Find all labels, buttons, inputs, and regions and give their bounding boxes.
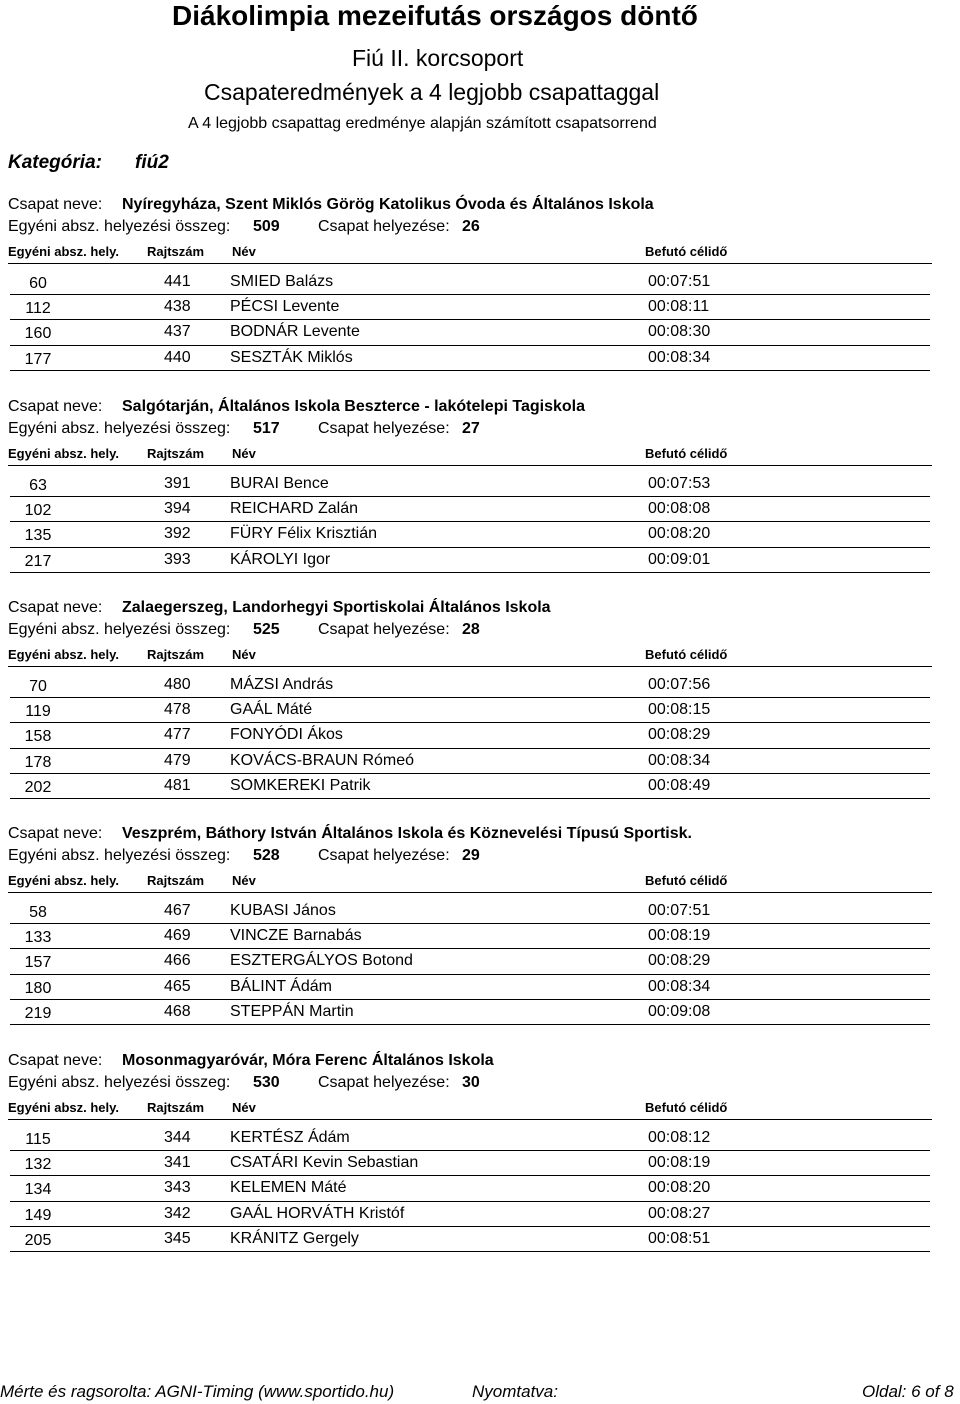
- individual-rank: 133: [24, 929, 52, 947]
- table-row: [10, 774, 930, 799]
- finish-time: 00:09:01: [648, 550, 711, 568]
- team-name: Salgótarján, Általános Iskola Beszterce - lakótelepi Tagiskola: [122, 398, 585, 415]
- finish-time: 00:08:29: [648, 726, 711, 744]
- table-row: [10, 1000, 930, 1025]
- team-name: Zalaegerszeg, Landorhegyi Sportiskolai Általános Iskola: [122, 599, 551, 616]
- header-divider: [8, 465, 932, 466]
- footer-credit: Mérte és ragsorolta: AGNI-Timing (www.sportido.hu): [0, 1382, 395, 1401]
- team-rows: [10, 899, 930, 1025]
- header-divider: [8, 666, 932, 667]
- table-row: [10, 1227, 930, 1252]
- individual-rank: 70: [29, 678, 47, 695]
- team-block: [0, 825, 960, 1035]
- finish-time: 00:07:51: [648, 273, 711, 290]
- finish-time: 00:08:34: [648, 751, 711, 769]
- table-row: [10, 749, 930, 774]
- bib-number: 441: [164, 273, 191, 290]
- col-header-time: Befutó célidő: [645, 647, 728, 662]
- rank-sum-value: 517: [253, 420, 280, 437]
- table-row: [10, 522, 930, 547]
- individual-rank: 157: [24, 954, 52, 972]
- table-row: [10, 295, 930, 320]
- bib-number: 469: [164, 927, 191, 945]
- individual-rank: 219: [24, 1004, 52, 1022]
- category-value: fiú2: [135, 152, 169, 173]
- bib-number: 468: [164, 1002, 191, 1020]
- bib-number: 341: [164, 1154, 191, 1172]
- team-rank-label: Csapat helyezése:: [318, 847, 450, 864]
- bib-number: 481: [164, 776, 191, 794]
- team-name: Veszprém, Báthory István Általános Iskola és Köznevelési Típusú Sportisk.: [122, 825, 692, 842]
- individual-rank: 134: [24, 1181, 52, 1199]
- col-header-rank: Egyéni absz. hely.: [8, 446, 120, 461]
- header-divider: [8, 892, 932, 893]
- age-group-subtitle: Fiú II. korcsoport: [352, 45, 524, 71]
- runner-name: SOMKEREKI Patrik: [230, 776, 371, 794]
- runner-name: GAÁL Máté: [230, 701, 313, 719]
- table-row: [10, 899, 930, 924]
- runner-name: MÁZSI András: [230, 676, 334, 693]
- individual-rank: 158: [24, 728, 52, 746]
- team-name-label: Csapat neve:: [8, 1052, 103, 1069]
- col-header-name: Név: [232, 647, 256, 662]
- team-name-label: Csapat neve:: [8, 196, 103, 213]
- team-name: Nyíregyháza, Szent Miklós Görög Katolikus Óvoda és Általános Iskola: [122, 196, 654, 213]
- runner-name: PÉCSI Levente: [230, 298, 340, 316]
- table-row: [10, 723, 930, 748]
- team-name-label: Csapat neve:: [8, 825, 103, 842]
- col-header-time: Befutó célidő: [645, 873, 728, 888]
- bib-number: 479: [164, 751, 191, 769]
- rank-sum-value: 530: [253, 1074, 280, 1091]
- table-row: [10, 698, 930, 723]
- bib-number: 466: [164, 952, 191, 970]
- col-header-name: Név: [232, 244, 256, 259]
- finish-time: 00:08:27: [648, 1204, 711, 1222]
- finish-time: 00:08:34: [648, 348, 711, 366]
- header-divider: [8, 263, 932, 264]
- runner-name: GAÁL HORVÁTH Kristóf: [230, 1204, 405, 1222]
- finish-time: 00:08:30: [648, 323, 711, 341]
- individual-rank: 177: [24, 350, 52, 368]
- runner-name: BURAI Bence: [230, 475, 329, 492]
- finish-time: 00:08:11: [648, 298, 710, 316]
- bib-number: 343: [164, 1179, 191, 1197]
- footer-page-number: Oldal: 6 of 8: [862, 1382, 954, 1401]
- table-row: [10, 949, 930, 974]
- individual-rank: 58: [29, 904, 47, 921]
- runner-name: KERTÉSZ Ádám: [230, 1129, 350, 1146]
- results-heading: Csapateredmények a 4 legjobb csapattaggal: [204, 79, 660, 105]
- rank-sum-label: Egyéni absz. helyezési összeg:: [8, 847, 231, 864]
- runner-name: VINCZE Barnabás: [230, 927, 362, 945]
- col-header-name: Név: [232, 446, 256, 461]
- bib-number: 478: [164, 701, 191, 719]
- bib-number: 438: [164, 298, 191, 316]
- table-row: [10, 1176, 930, 1201]
- individual-rank: 202: [24, 778, 52, 796]
- bib-number: 342: [164, 1204, 191, 1222]
- bib-number: 477: [164, 726, 191, 744]
- individual-rank: 119: [25, 703, 51, 721]
- individual-rank: 205: [24, 1231, 52, 1249]
- table-row: [10, 472, 930, 497]
- col-header-rank: Egyéni absz. hely.: [8, 873, 120, 888]
- rank-sum-label: Egyéni absz. helyezési összeg:: [8, 218, 231, 235]
- individual-rank: 60: [29, 275, 47, 292]
- bib-number: 392: [164, 525, 191, 543]
- rank-sum-label: Egyéni absz. helyezési összeg:: [8, 621, 231, 638]
- col-header-rank: Egyéni absz. hely.: [8, 647, 120, 662]
- finish-time: 00:08:34: [648, 977, 711, 995]
- finish-time: 00:08:19: [648, 1154, 711, 1172]
- runner-name: BODNÁR Levente: [230, 323, 360, 341]
- team-rank-value: 28: [462, 621, 480, 638]
- finish-time: 00:08:12: [648, 1129, 711, 1146]
- header-divider: [8, 1119, 932, 1120]
- bib-number: 440: [164, 348, 191, 366]
- team-rank-value: 27: [462, 420, 480, 437]
- individual-rank: 135: [24, 527, 52, 545]
- col-header-bib: Rajtszám: [147, 647, 205, 662]
- col-header-bib: Rajtszám: [147, 244, 205, 259]
- team-rows: [10, 472, 930, 573]
- table-row: [10, 548, 930, 573]
- runner-name: KOVÁCS-BRAUN Rómeó: [230, 751, 415, 769]
- individual-rank: 180: [24, 979, 52, 997]
- col-header-name: Név: [232, 1100, 256, 1115]
- bib-number: 345: [164, 1229, 191, 1247]
- col-header-rank: Egyéni absz. hely.: [8, 1100, 120, 1115]
- team-block: [0, 1052, 960, 1262]
- team-rank-value: 26: [462, 218, 480, 235]
- col-header-time: Befutó célidő: [645, 1100, 728, 1115]
- runner-name: SMIED Balázs: [230, 273, 334, 290]
- runner-name: SESZTÁK Miklós: [230, 348, 353, 366]
- page-title: Diákolimpia mezeifutás országos döntő: [172, 0, 698, 31]
- finish-time: 00:08:51: [648, 1229, 711, 1247]
- rank-sum-value: 528: [253, 847, 280, 864]
- individual-rank: 160: [24, 325, 52, 343]
- individual-rank: 112: [25, 300, 51, 318]
- bib-number: 391: [164, 475, 191, 492]
- team-rank-label: Csapat helyezése:: [318, 218, 450, 235]
- runner-name: ESZTERGÁLYOS Botond: [230, 952, 413, 970]
- rank-sum-label: Egyéni absz. helyezési összeg:: [8, 420, 231, 437]
- team-block: [0, 196, 960, 406]
- finish-time: 00:08:19: [648, 927, 711, 945]
- individual-rank: 178: [24, 753, 52, 771]
- runner-name: FÜRY Félix Krisztián: [230, 525, 377, 543]
- table-row: [10, 673, 930, 698]
- team-rank-label: Csapat helyezése:: [318, 1074, 450, 1091]
- runner-name: KUBASI János: [230, 902, 336, 919]
- table-row: [10, 1151, 930, 1176]
- team-name-label: Csapat neve:: [8, 599, 103, 616]
- bib-number: 480: [164, 676, 191, 693]
- individual-rank: 217: [24, 552, 52, 570]
- table-row: [10, 497, 930, 522]
- finish-time: 00:09:08: [648, 1002, 711, 1020]
- bib-number: 344: [164, 1129, 191, 1146]
- finish-time: 00:08:15: [648, 701, 711, 719]
- table-row: [10, 975, 930, 1000]
- finish-time: 00:08:08: [648, 500, 711, 518]
- individual-rank: 63: [29, 477, 47, 494]
- col-header-bib: Rajtszám: [147, 873, 205, 888]
- bib-number: 467: [164, 902, 191, 919]
- col-header-name: Név: [232, 873, 256, 888]
- rank-sum-label: Egyéni absz. helyezési összeg:: [8, 1074, 231, 1091]
- col-header-bib: Rajtszám: [147, 446, 205, 461]
- runner-name: BÁLINT Ádám: [230, 977, 332, 995]
- finish-time: 00:07:56: [648, 676, 711, 693]
- team-rank-value: 30: [462, 1074, 480, 1091]
- table-row: [10, 270, 930, 295]
- team-rows: [10, 673, 930, 799]
- finish-time: 00:07:51: [648, 902, 711, 919]
- runner-name: STEPPÁN Martin: [230, 1002, 354, 1020]
- bib-number: 437: [164, 323, 191, 341]
- team-block: [0, 599, 960, 809]
- finish-time: 00:08:20: [648, 1179, 711, 1197]
- team-rows: [10, 1126, 930, 1252]
- runner-name: KELEMEN Máté: [230, 1179, 347, 1197]
- team-rank-label: Csapat helyezése:: [318, 420, 450, 437]
- team-name: Mosonmagyaróvár, Móra Ferenc Általános Iskola: [122, 1052, 494, 1069]
- runner-name: CSATÁRI Kevin Sebastian: [230, 1154, 419, 1172]
- table-row: [10, 924, 930, 949]
- team-rank-label: Csapat helyezése:: [318, 621, 450, 638]
- team-rank-value: 29: [462, 847, 480, 864]
- category-label: Kategória:: [8, 152, 102, 173]
- finish-time: 00:08:20: [648, 525, 711, 543]
- table-row: [10, 346, 930, 371]
- rank-sum-value: 525: [253, 621, 280, 638]
- individual-rank: 132: [24, 1156, 52, 1174]
- finish-time: 00:08:29: [648, 952, 711, 970]
- bib-number: 394: [164, 500, 191, 518]
- col-header-rank: Egyéni absz. hely.: [8, 244, 120, 259]
- finish-time: 00:07:53: [648, 475, 711, 492]
- bib-number: 465: [164, 977, 191, 995]
- team-block: [0, 398, 960, 608]
- table-row: [10, 1126, 930, 1151]
- finish-time: 00:08:49: [648, 776, 711, 794]
- rank-sum-value: 509: [253, 218, 280, 235]
- col-header-time: Befutó célidő: [645, 244, 728, 259]
- individual-rank: 102: [24, 502, 52, 520]
- col-header-time: Befutó célidő: [645, 446, 728, 461]
- individual-rank: 149: [24, 1206, 52, 1224]
- ranking-note: A 4 legjobb csapattag eredménye alapján számított csapatsorrend: [188, 115, 657, 132]
- team-name-label: Csapat neve:: [8, 398, 103, 415]
- runner-name: REICHARD Zalán: [230, 500, 359, 518]
- runner-name: KÁROLYI Igor: [230, 550, 331, 568]
- table-row: [10, 320, 930, 345]
- runner-name: FONYÓDI Ákos: [230, 726, 343, 744]
- individual-rank: 115: [25, 1131, 51, 1148]
- col-header-bib: Rajtszám: [147, 1100, 205, 1115]
- footer-printed: Nyomtatva:: [472, 1382, 558, 1401]
- team-rows: [10, 270, 930, 371]
- bib-number: 393: [164, 550, 191, 568]
- runner-name: KRÁNITZ Gergely: [230, 1229, 359, 1247]
- table-row: [10, 1202, 930, 1227]
